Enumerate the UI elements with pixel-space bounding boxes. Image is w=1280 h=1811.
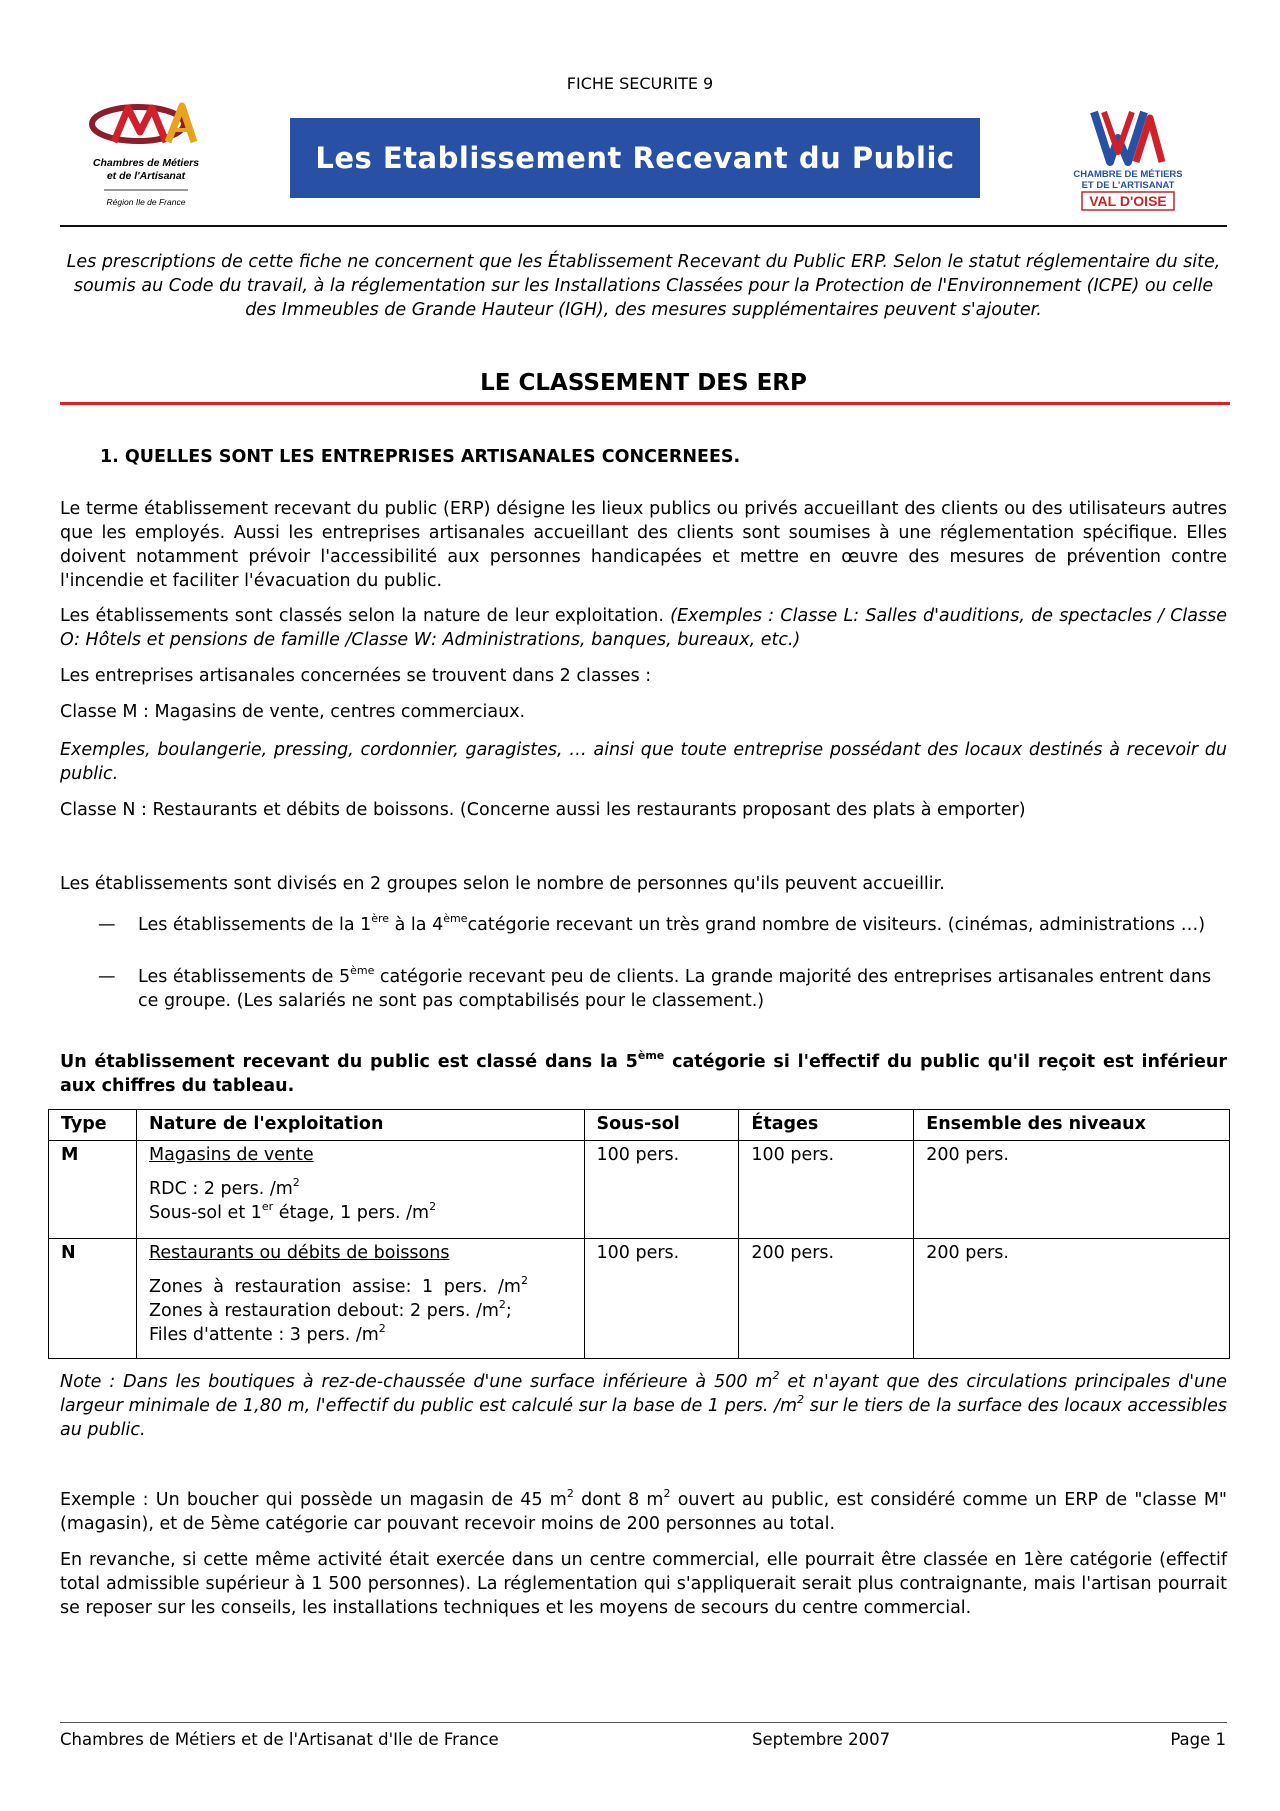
cma-val-oise-logo-icon	[1058, 108, 1198, 212]
superscript: 2	[520, 1274, 528, 1287]
nature-line	[149, 1299, 572, 1323]
nature-line-text: Zones à restauration assise: 1 pers. /m	[148, 1277, 521, 1297]
nature-line-text: Files d'attente : 3 pers. /m	[148, 1325, 379, 1345]
nature-line	[149, 1323, 572, 1347]
table-header-cell: Ensemble des niveaux	[914, 1110, 1230, 1141]
logo-left-text2: et de l'Artisanat	[106, 170, 186, 182]
page-title: Les Etablissement Recevant du Public	[315, 141, 955, 175]
nature-line-text: RDC : 2 pers. /m	[148, 1179, 293, 1199]
bullet-text-part: catégorie recevant un très grand nombre de visiteurs. (cinémas, administrations …)	[467, 915, 1206, 935]
nature-line-text: étage, 1 pers. /m	[273, 1203, 430, 1223]
paragraph-centre-commercial: En revanche, si cette même activité était exercée dans un centre commercial, elle pourrait être classée en 1ère catégorie (effectif total admissible supérieur à 1 500 personnes). La réglementation qui s'appliquerait serait plus contraignante, mais l'artisan pourrait se reposer sur les conseils, les installations techniques et les moyens de secours du centre commercial.	[60, 1550, 1227, 1618]
header-divider	[60, 225, 1227, 227]
note-text: et n'ayant que des circulations principales d'une largeur minimale de 1,80 m, l'effectif du public est calculé sur la base de 1 pers. /m	[60, 1372, 1227, 1416]
bullet-dash: —	[98, 915, 116, 935]
fiche-label: FICHE SECURITE 9	[566, 74, 714, 93]
bullet-item	[98, 965, 1228, 1013]
superscript: ème	[637, 1049, 665, 1062]
superscript: 2	[772, 1369, 780, 1382]
erp-threshold-table	[48, 1109, 1230, 1359]
table-header-cell: Type	[49, 1110, 137, 1141]
superscript: 2	[566, 1487, 574, 1500]
bullet-text	[138, 913, 1228, 937]
bullet-text-part: à la 4	[389, 915, 444, 935]
bullet-dash: —	[98, 967, 116, 987]
nature-line-text: Zones à restauration debout: 2 pers. /m	[148, 1301, 499, 1321]
paragraph-example-boucher	[60, 1488, 1227, 1536]
table-note	[60, 1370, 1227, 1442]
table-cell-ensemble: 200 pers.	[914, 1141, 1230, 1239]
intro-paragraph: Les prescriptions de cette fiche ne concernent que les Établissement Recevant du Public ERP. Selon le statut réglementaire du site, soumis au Code du travail, à la réglementation sur les Installations Classées pour la Protection de l'Environnement (ICPE) ou celle des Immeubles de Grande Hauteur (IGH), des mesures supplémentaires peuvent s'ajouter.	[66, 252, 1221, 320]
cma-val-oise-logo	[1058, 108, 1198, 212]
nature-line	[149, 1177, 572, 1201]
table-row	[49, 1141, 1230, 1239]
table-cell-nature	[136, 1239, 584, 1359]
logo-left-text3: Région Ile de France	[106, 197, 186, 207]
bold-text-part: Un établissement recevant du public est classé dans la 5	[60, 1052, 638, 1072]
cma-idf-logo	[86, 102, 206, 220]
paragraph-examples: Exemples, boulangerie, pressing, cordonnier, garagistes, … ainsi que toute entreprise possédant des locaux destinés à recevoir du public.	[60, 740, 1227, 784]
table-cell-ensemble: 200 pers.	[914, 1239, 1230, 1359]
paragraph-classes-text: Les établissements sont classés selon la nature de leur exploitation.	[60, 606, 671, 626]
superscript: ère	[371, 912, 390, 925]
title-banner	[290, 118, 980, 198]
footer-divider	[60, 1722, 1227, 1723]
logo-right-text2: ET DE L'ARTISANAT	[1081, 180, 1175, 191]
logo-left-text1: Chambres de Métiers	[92, 157, 200, 169]
bullet-text-part: Les établissements de la 1	[138, 915, 372, 935]
nature-line	[149, 1201, 572, 1225]
superscript: er	[261, 1200, 274, 1213]
bold-text-part: catégorie si l'effectif du public qu'il reçoit est inférieur aux chiffres du tableau.	[60, 1052, 1228, 1096]
bullet-text-part: catégorie recevant peu de clients. La grande majorité des entreprises artisanales entrent dans ce groupe. (Les salariés ne sont pas comptabilisés pour le classement.)	[138, 967, 1212, 1011]
nature-line-text: Sous-sol et 1	[148, 1203, 262, 1223]
superscript: 2	[663, 1487, 671, 1500]
superscript: 2	[498, 1298, 506, 1311]
superscript: 2	[378, 1322, 386, 1335]
logo-right-text1: CHAMBRE DE MÉTIERS	[1073, 169, 1183, 180]
section-title: LE CLASSEMENT DES ERP	[480, 370, 807, 396]
superscript: ème	[443, 912, 468, 925]
table-cell-type: M	[49, 1141, 137, 1239]
paragraph-classes-examples: (Exemples : Classe L: Salles d'auditions, de spectacles / Classe O: Hôtels et pensions de famille /Classe W: Administrations, banques, bureaux, etc.)	[60, 606, 1227, 650]
table-header-cell: Nature de l'exploitation	[136, 1110, 584, 1141]
superscript: 2	[429, 1200, 437, 1213]
table-row	[49, 1239, 1230, 1359]
bullet-item	[98, 913, 1228, 937]
example-text: ouvert au public, est considéré comme un ERP de "classe M" (magasin), et de 5ème catégorie car pouvant recevoir moins de 200 personnes au total.	[60, 1490, 1227, 1534]
section-red-divider	[60, 402, 1230, 405]
nature-title: Restaurants ou débits de boissons	[148, 1243, 450, 1263]
superscript: 2	[292, 1176, 300, 1189]
paragraph-two-classes: Les entreprises artisanales concernées se trouvent dans 2 classes :	[60, 666, 652, 686]
footer-date: Septembre 2007	[752, 1730, 891, 1749]
paragraph-classe-n: Classe N : Restaurants et débits de boissons. (Concerne aussi les restaurants proposant des plats à emporter)	[60, 800, 1026, 820]
table-header-cell: Sous-sol	[584, 1110, 739, 1141]
footer-organisation: Chambres de Métiers et de l'Artisanat d'Ile de France	[60, 1730, 499, 1749]
table-cell-etages: 100 pers.	[739, 1141, 914, 1239]
example-text: dont 8 m	[573, 1490, 664, 1510]
logo-right-text3: VAL D'OISE	[1089, 193, 1167, 209]
cma-logo-icon	[86, 102, 206, 220]
table-intro-bold	[60, 1050, 1227, 1098]
footer-page-number: Page 1	[1170, 1730, 1226, 1749]
table-cell-sous-sol: 100 pers.	[584, 1141, 739, 1239]
table-cell-sous-sol: 100 pers.	[584, 1239, 739, 1359]
table-header-row	[49, 1110, 1230, 1141]
nature-line	[149, 1275, 572, 1299]
superscript: 2	[797, 1393, 805, 1406]
bullet-text-part: Les établissements de 5	[138, 967, 351, 987]
table-header-cell: Étages	[739, 1110, 914, 1141]
superscript: ème	[350, 964, 375, 977]
sub-title: 1. QUELLES SONT LES ENTREPRISES ARTISANALES CONCERNEES.	[100, 447, 741, 467]
table-cell-etages: 200 pers.	[739, 1239, 914, 1359]
table-cell-nature	[136, 1141, 584, 1239]
bullet-text	[138, 965, 1228, 1013]
note-text: sur le tiers de la surface des locaux accessibles au public.	[60, 1396, 1228, 1440]
nature-line-text: ;	[505, 1301, 512, 1321]
note-text: Note : Dans les boutiques à rez-de-chaussée d'une surface inférieure à 500 m	[60, 1372, 773, 1392]
paragraph-classes	[60, 604, 1227, 652]
paragraph-classe-m: Classe M : Magasins de vente, centres commerciaux.	[60, 702, 526, 722]
example-text: Exemple : Un boucher qui possède un magasin de 45 m	[60, 1490, 567, 1510]
paragraph-erp-definition: Le terme établissement recevant du public (ERP) désigne les lieux publics ou privés accueillant des clients ou des utilisateurs autres que les employés. Aussi les entreprises artisanales accueillant des clients sont soumises à une réglementation spécifique. Elles doivent notamment prévoir l'accessibilité aux personnes handicapées et mettre en œuvre des mesures de prévention contre l'incendie et faciliter l'évacuation du public.	[60, 499, 1227, 591]
nature-title: Magasins de vente	[148, 1145, 314, 1165]
paragraph-groups: Les établissements sont divisés en 2 groupes selon le nombre de personnes qu'ils peuvent accueillir.	[60, 874, 945, 894]
table-cell-type: N	[49, 1239, 137, 1359]
